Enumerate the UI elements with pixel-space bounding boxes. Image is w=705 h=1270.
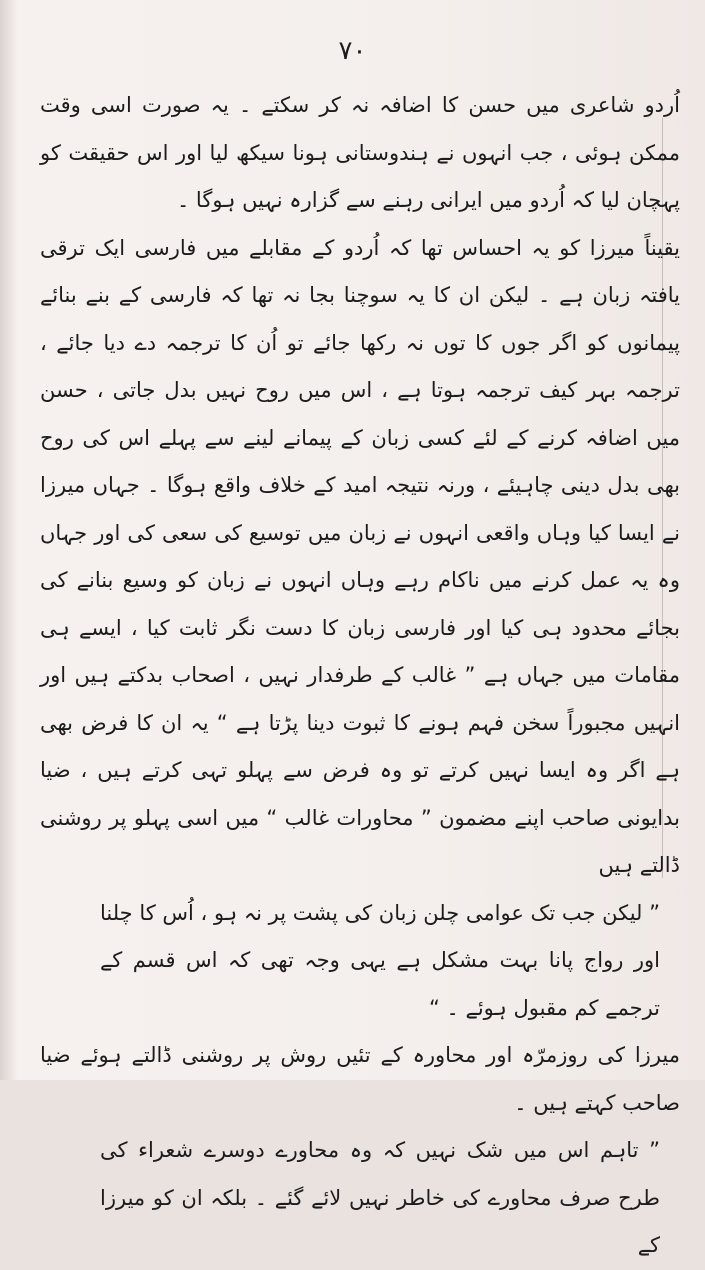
paragraph-3: میرزا کی روزمرّہ اور محاورہ کے تئیں روش پر روشنی ڈالتے ہوئے ضیا صاحب کہتے ہیں ۔ <box>40 1043 680 1115</box>
block-quote-2: ” تاہم اس میں شک نہیں کہ وہ محاورے دوسرے شعراء کی طرح صرف محاورے کی خاطر نہیں لائے گئے ۔ بلکہ ان کو میرزا کے <box>100 1138 660 1257</box>
page-number: ۷۰ <box>338 36 367 66</box>
paragraph-2: یقیناً میرزا کو یہ احساس تھا کہ اُردو کے مقابلے میں فارسی ایک ترقی یافتہ زبان ہے ۔ لیکن ان کا یہ سوچنا بجا نہ تھا کہ فارسی کے بنے بنائے پیمانوں کو اگر جوں کا توں نہ رکھا جائے تو اُن کا ترجمہ دے دیا جائے ، ترجمہ بہر کیف ترجمہ ہوتا ہے ، اس میں روح نہیں بدل جاتی ، حسن میں اضافہ کرنے کے لئے کسی زبان کے پیمانے لینے سے پہلے اس کی روح بھی بدل دینی چاہیئے ، ورنہ نتیجہ امید کے خلاف واقع ہوگا ۔ جہاں میرزا نے ایسا کیا وہاں واقعی انہوں نے زبان میں توسیع کی سعی کی اور جہاں وہ یہ عمل کرنے میں ناکام رہے وہاں انہوں نے زبان کو وسیع بنانے کی بجائے محدود ہی کیا اور فارسی زبان کا دست نگر ثابت کیا ، ایسے ہی مقامات میں جہاں ہے ” غالب کے طرفدار نہیں ، اصحاب بدکتے ہیں اور انہیں مجبوراً سخن فہم ہونے کا ثبوت دینا پڑتا ہے “ یہ ان کا فرض بھی ہے اگر وہ ایسا نہیں کرتے تو وہ فرض سے پہلو تہی کرتے ہیں ، ضیا بدایونی صاحب اپنے مضمون ” محاورات غالب “ میں اسی پہلو پر روشنی ڈالتے ہیں <box>40 235 680 877</box>
body-text <box>40 82 680 1270</box>
paragraph-1: اُردو شاعری میں حسن کا اضافہ نہ کر سکتے ۔ یہ صورت اسی وقت ممکن ہوئی ، جب انہوں نے ہندوستانی ہونا سیکھ لیا اور اس حقیقت کو پہچان لیا کہ اُردو میں ایرانی رہنے سے گزارہ نہیں ہوگا ۔ <box>40 93 680 212</box>
block-quote-1: ” لیکن جب تک عوامی چلن زبان کی پشت پر نہ ہو ، اُس کا چلنا اور رواج پانا بہت مشکل ہے یہی وجہ تھی کہ اس قسم کے ترجمے کم مقبول ہوئے ۔ “ <box>99 900 660 1020</box>
